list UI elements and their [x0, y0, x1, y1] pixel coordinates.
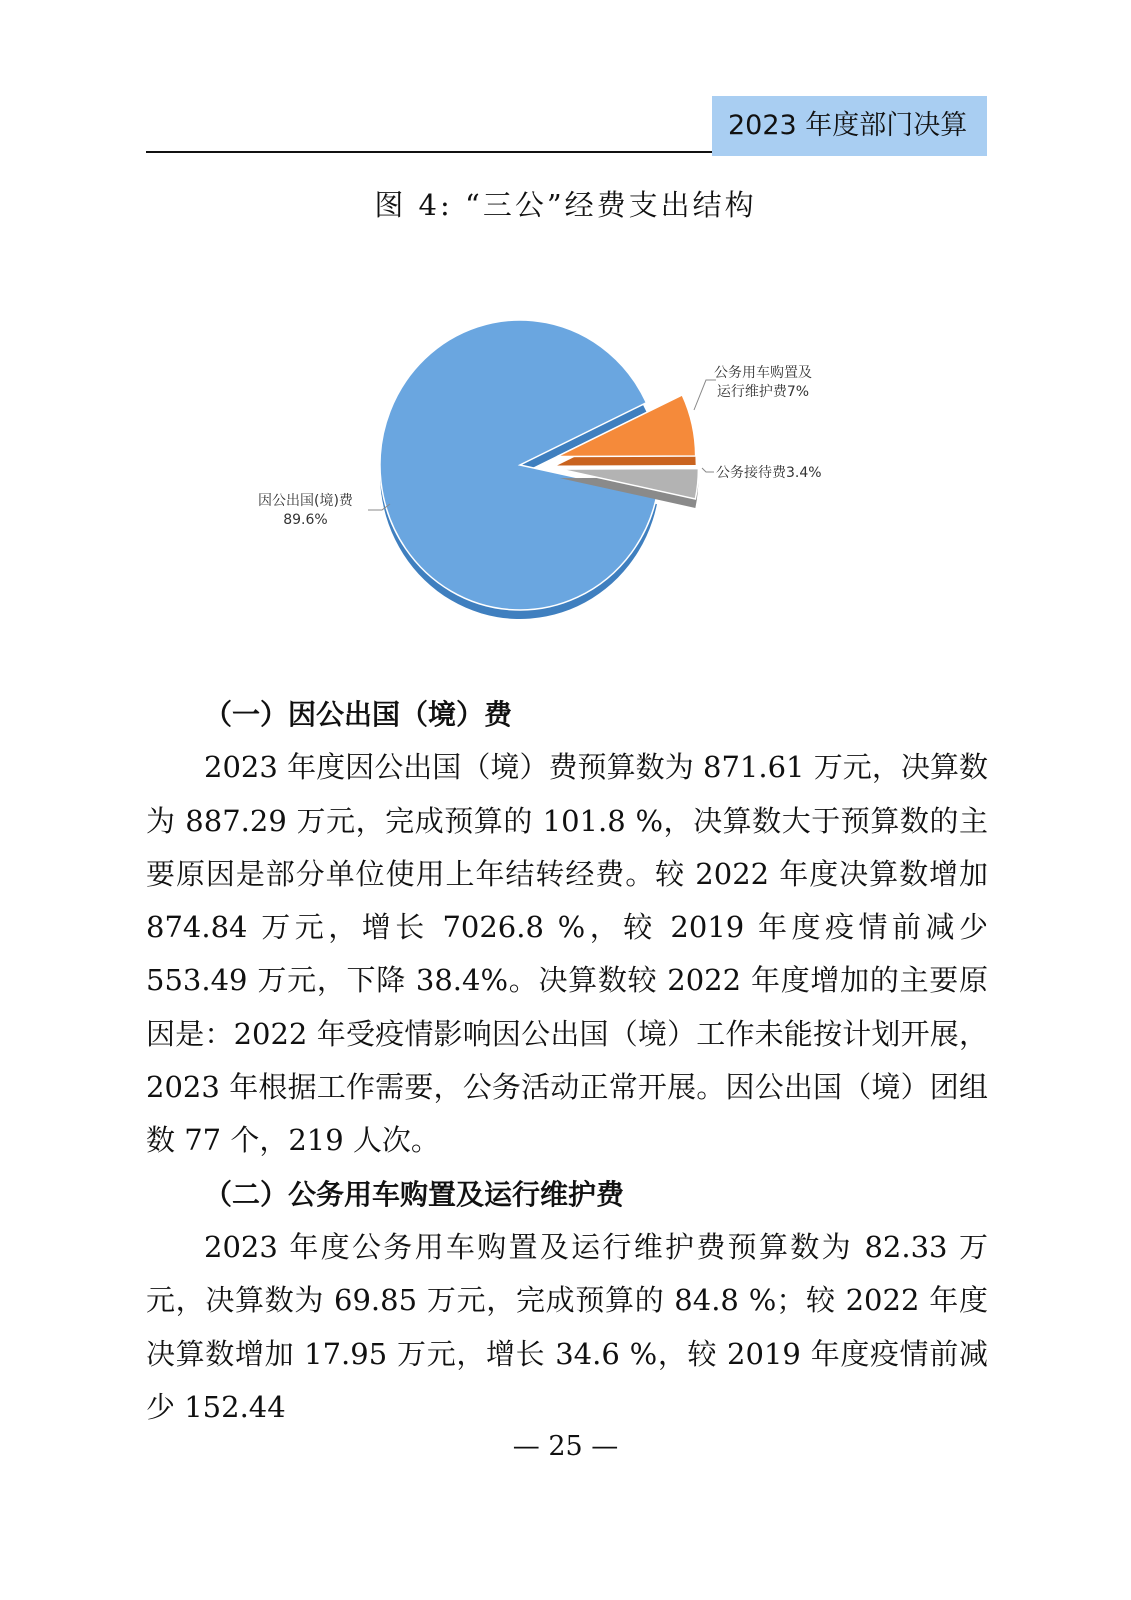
figure-caption: 图 4: “三公”经费支出结构 [374, 188, 757, 222]
slice-label-reception-text: 公务接待费3.4% [716, 465, 822, 481]
section-heading-travel: （一）因公出国（境）费 [204, 698, 513, 731]
slice-label-vehicle-value: 运行维护费7% [716, 384, 810, 400]
section-paragraph-travel: 2023 年度因公出国（境）费预算数为 871.61 万元，决算数为 887.29 万元，完成预算的 101.8 %，决算数大于预算数的主要原因是部分单位使用上年结转经费。较 2022 年度决算数增加 874.84 万元，增长 7026.8 %，较 2019 年度疫情前减少 553.49 万元，下降 38.4%。决算数较 2022 年度增加的主要原因是：2022 年受疫情影响因公出国（境）工作未能按计划开展，2023 年根据工作需要，公务活动正常开展。因公出国（境）团组数 77 个，219 人次。 [146, 750, 988, 1158]
slice-label-reception [716, 464, 822, 483]
section-heading-vehicle: （二）公务用车购置及运行维护费 [204, 1177, 625, 1211]
slice-label-vehicle [714, 364, 812, 402]
body-text [146, 688, 988, 1434]
slice-label-travel [258, 492, 353, 530]
header-rule [146, 151, 712, 153]
slice-label-travel-name: 因公出国(境)费 [258, 493, 353, 509]
leader-line-reception [702, 468, 714, 472]
header-title: 2023 年度部门决算 [728, 110, 968, 141]
leader-line-vehicle [694, 380, 716, 410]
slice-label-vehicle-name: 公务用车购置及 [714, 365, 812, 381]
section-paragraph-vehicle: 2023 年度公务用车购置及运行维护费预算数为 82.33 万元，决算数为 69.85 万元，完成预算的 84.8 %；较 2022 年度决算数增加 17.95 万元，增长 34.6 %，较 2019 年度疫情前减少 152.44 [146, 1229, 988, 1424]
page-number: — 25 — [512, 1431, 619, 1462]
slice-label-travel-value: 89.6% [283, 512, 328, 528]
